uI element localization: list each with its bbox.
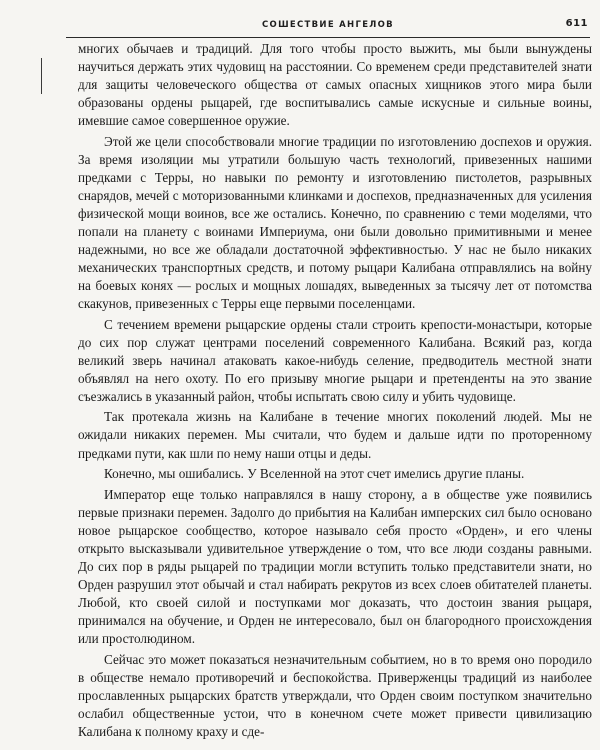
paragraph-6: Император еще только направлялся в нашу сторону, а в обществе уже появились первые признаки перемен. Задолго до прибытия на Калибан имперских сил было основано новое рыцарское сообщество, которое называло себя просто «Орден», и его члены открыто высказывали удивительное утверждение о том, что все люди созданы равными. До сих пор в ряды рыцарей по традиции могли вступить только представители знати, но Орден разрушил этот обычай и стал набирать рекрутов из всех слоев обитателей планеты. Любой, кто своей силой и поступками мог доказать, что достоин звания рыцаря, принимался на обучение, и Орден не интересовало, был он благородного происхождения или простолюдином. — [78, 486, 592, 646]
margin-mark — [41, 58, 42, 94]
body-text — [78, 40, 592, 741]
paragraph-3: С течением времени рыцарские ордены стали строить крепости-монастыри, которые до сих пор служат центрами поселений современного Калибана. Всякий раз, когда великий зверь начинал атаковать какое-нибудь селение, предводитель местной знати объявлял на него охоту. По его призыву многие рыцари и претенденты на это звание съезжались в указанный район, чтобы испытать свою силу и убить чудовище. — [78, 316, 592, 404]
paragraph-7: Сейчас это может показаться незначительным событием, но в то время оно породило в обществе немало противоречий и беспокойства. Приверженцы традиций из наиболее прославленных рыцарских братств утверждали, что Орден своим поступком значительно ослабил общественные устои, что в конечном счете может привести цивилизацию Калибана к полному краху и сде- — [78, 651, 592, 739]
header-rule — [66, 37, 590, 38]
running-header — [66, 10, 590, 38]
paragraph-2: Этой же цели способствовали многие традиции по изготовлению доспехов и оружия. За время изоляции мы утратили большую часть технологий, привезенных нашими предками с Терры, но навыки по ремонту и изготовлению пистолетов, разрывных снарядов, мечей с моторизованными клинками и доспехов, предназначенных для усиления физической мощи воинов, все же остались. Конечно, по сравнению с теми моделями, что попали на планету с воинами Империума, они были довольно примитивными и менее надежными, но все же обладали достаточной эффективностью. У нас не было никаких механических транспортных средств, и потому рыцари Калибана отправлялись на войну на боевых конях — рослых и мощных лошадях, выведенных за тысячу лет от потомства скакунов, привезенных с Терры еще первыми поселенцами. — [78, 133, 592, 312]
paragraph-1: многих обычаев и традиций. Для того чтобы просто выжить, мы были вынуждены научиться держать этих чудовищ на расстоянии. Со временем среди представителей знати для защиты человеческого общества от самых опасных хищников этого мира были образованы ордены рыцарей, где воспитывались самые искусные и сильные воины, имевшие самое совершенное оружие. — [78, 41, 592, 129]
paragraph-5: Конечно, мы ошибались. У Вселенной на этот счет имелись другие планы. — [104, 466, 525, 482]
page-number: 611 — [565, 18, 588, 29]
paragraph-4: Так протекала жизнь на Калибане в течение многих поколений людей. Мы не ожидали никаких перемен. Мы считали, что будем и дальше идти по проторенному предками пути, как шли по нему наши отцы и деды. — [78, 409, 592, 461]
running-title: СОШЕСТВИЕ АНГЕЛОВ — [262, 20, 394, 30]
